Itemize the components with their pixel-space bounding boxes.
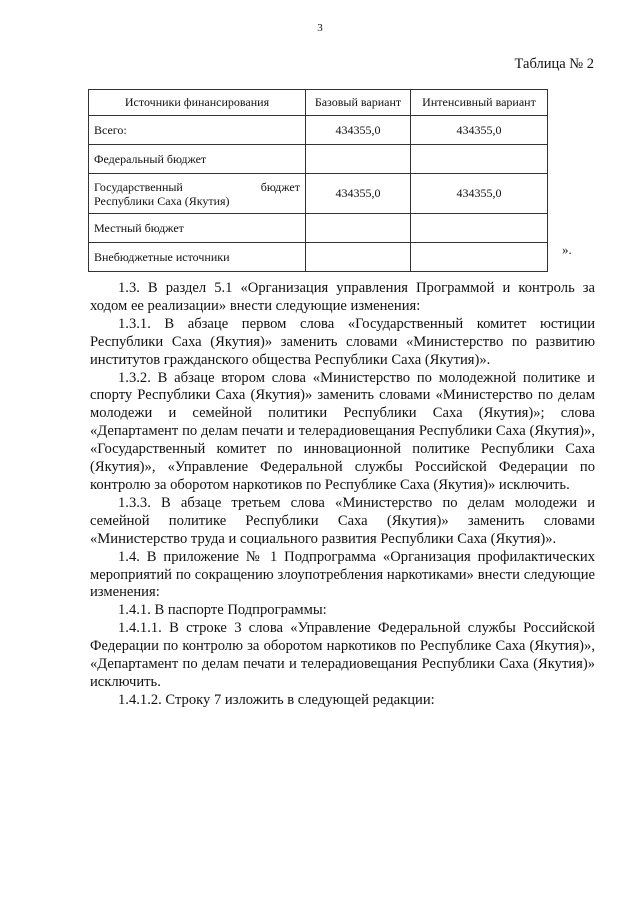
row-source xyxy=(89,174,306,214)
row-base-value: 434355,0 xyxy=(306,116,411,145)
row-intensive-value xyxy=(411,214,548,243)
paragraph: 1.3.1. В абзаце первом слова «Государственный комитет юстиции Республики Саха (Якутия)» заменить словами «Министерство по развитию институтов гражданского общества Республики Саха (Якутия)». xyxy=(90,315,595,368)
table-row xyxy=(89,174,548,214)
paragraph: 1.4. В приложение № 1 Подпрограмма «Организация профилактических мероприятий по сокращению злоупотребления наркотиками» внести следующие изменения: xyxy=(90,548,595,601)
row-source: Внебюджетные источники xyxy=(89,243,306,272)
header-intensive: Интенсивный вариант xyxy=(411,90,548,116)
document-body xyxy=(90,280,595,710)
row-source-part: Республики Саха (Якутия) xyxy=(94,193,230,208)
header-base: Базовый вариант xyxy=(306,90,411,116)
row-source: Всего: xyxy=(89,116,306,145)
paragraph: 1.3. В раздел 5.1 «Организация управления Программой и контроль за ходом ее реализации» внести следующие изменения: xyxy=(90,280,595,314)
closing-quote: ». xyxy=(562,242,572,257)
row-base-value xyxy=(306,243,411,272)
row-intensive-value xyxy=(411,243,548,272)
table-caption: Таблица № 2 xyxy=(514,56,594,72)
header-sources: Источники финансирования xyxy=(89,90,306,116)
table-header-row xyxy=(89,90,548,116)
row-base-value xyxy=(306,145,411,174)
paragraph: 1.3.3. В абзаце третьем слова «Министерство по делам молодежи и семейной политике Республики Саха (Якутия)» заменить словами «Министерство труда и социального развития Республики Саха (Якутия)». xyxy=(90,494,595,547)
page-number: 3 xyxy=(317,22,323,34)
row-base-value: 434355,0 xyxy=(306,174,411,214)
paragraph: 1.4.1.2. Строку 7 изложить в следующей редакции: xyxy=(118,691,435,708)
row-base-value xyxy=(306,214,411,243)
table-row xyxy=(89,116,548,145)
paragraph: 1.4.1.1. В строке 3 слова «Управление Федеральной службы Российской Федерации по контролю за оборотом наркотиков по Республике Саха (Якутия)», «Департамент по делам печати и телерадиовещания Республики Саха (Якутия)» исключить. xyxy=(90,620,595,690)
table-row xyxy=(89,214,548,243)
row-intensive-value: 434355,0 xyxy=(411,174,548,214)
row-source: Федеральный бюджет xyxy=(89,145,306,174)
row-source: Местный бюджет xyxy=(89,214,306,243)
table-row xyxy=(89,243,548,272)
row-intensive-value xyxy=(411,145,548,174)
row-source-part: бюджет xyxy=(260,179,300,194)
financing-table xyxy=(88,89,548,272)
row-source-part: Государственный xyxy=(94,179,183,194)
row-intensive-value: 434355,0 xyxy=(411,116,548,145)
paragraph: 1.3.2. В абзаце втором слова «Министерство по молодежной политике и спорту Республики Саха (Якутия)» заменить словами «Министерство по делам молодежи и семейной политики Республики Саха (Якутия)»; слова «Департамент по делам печати и телерадиовещания Республики Саха (Якутия)», «Государственный комитет по инновационной политике Республики Саха (Якутия)», «Управление Федеральной службы Российской Федерации по контролю за оборотом наркотиков по Республике Саха (Якутия)» исключить. xyxy=(90,369,595,493)
table-row xyxy=(89,145,548,174)
paragraph: 1.4.1. В паспорте Подпрограммы: xyxy=(118,602,327,619)
